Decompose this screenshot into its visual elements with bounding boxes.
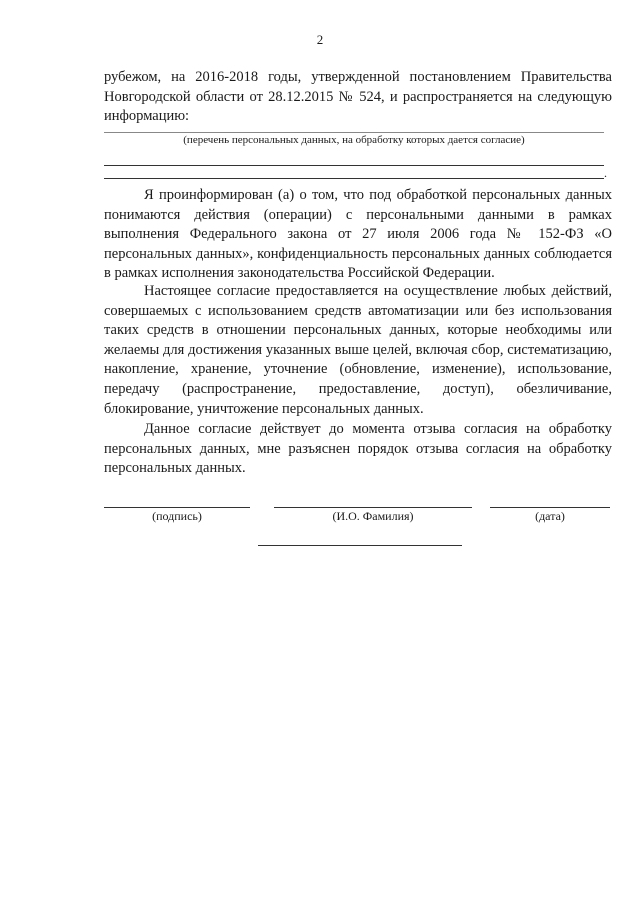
date-line xyxy=(490,507,610,508)
data-list-end-mark: . xyxy=(604,166,607,180)
signature-line xyxy=(104,507,250,508)
data-list-line xyxy=(104,178,604,179)
data-list-caption: (перечень персональных данных, на обработку которых дается согласие) xyxy=(183,134,525,146)
closing-line xyxy=(258,545,462,546)
intro-paragraph: рубежом, на 2016-2018 годы, утвержденной постановлением Правительства Новгородской области от 28.12.2015 № 524, и распространяется на следующую информацию: xyxy=(104,69,612,125)
name-line xyxy=(274,507,472,508)
consent-paragraph: Настоящее согласие предоставляется на осуществление любых действий, совершаемых с использованием средств автоматизации или без использования таких средств в отношении персональных данных, которые необходимы или желаемы для достижения указанных выше целей, включая сбор, систематизацию, накопление, хранение, уточнение (обновление, изменение), использование, передачу (распространение, предоставление, доступ), обезличивание, блокирование, уничтожение персональных данных. xyxy=(104,283,612,417)
validity-paragraph: Данное согласие действует до момента отзыва согласия на обработку персональных данных, мне разъяснен порядок отзыва согласия на обработку персональных данных. xyxy=(104,421,612,477)
signature-label: (подпись) xyxy=(152,509,202,523)
data-list-line xyxy=(104,165,604,166)
informed-paragraph: Я проинформирован (а) о том, что под обработкой персональных данных понимаются действия (операции) с персональными данными в рамках выполнения Федерального закона от 27 июля 2006 года № 152-ФЗ «О персональных данных», конфиденциальность персональных данных соблюдается в рамках исполнения законодательства Российской Федерации. xyxy=(104,187,612,282)
data-list-line xyxy=(104,132,604,133)
date-label: (дата) xyxy=(535,509,565,523)
page-number: 2 xyxy=(316,32,324,47)
name-label: (И.О. Фамилия) xyxy=(332,509,414,523)
